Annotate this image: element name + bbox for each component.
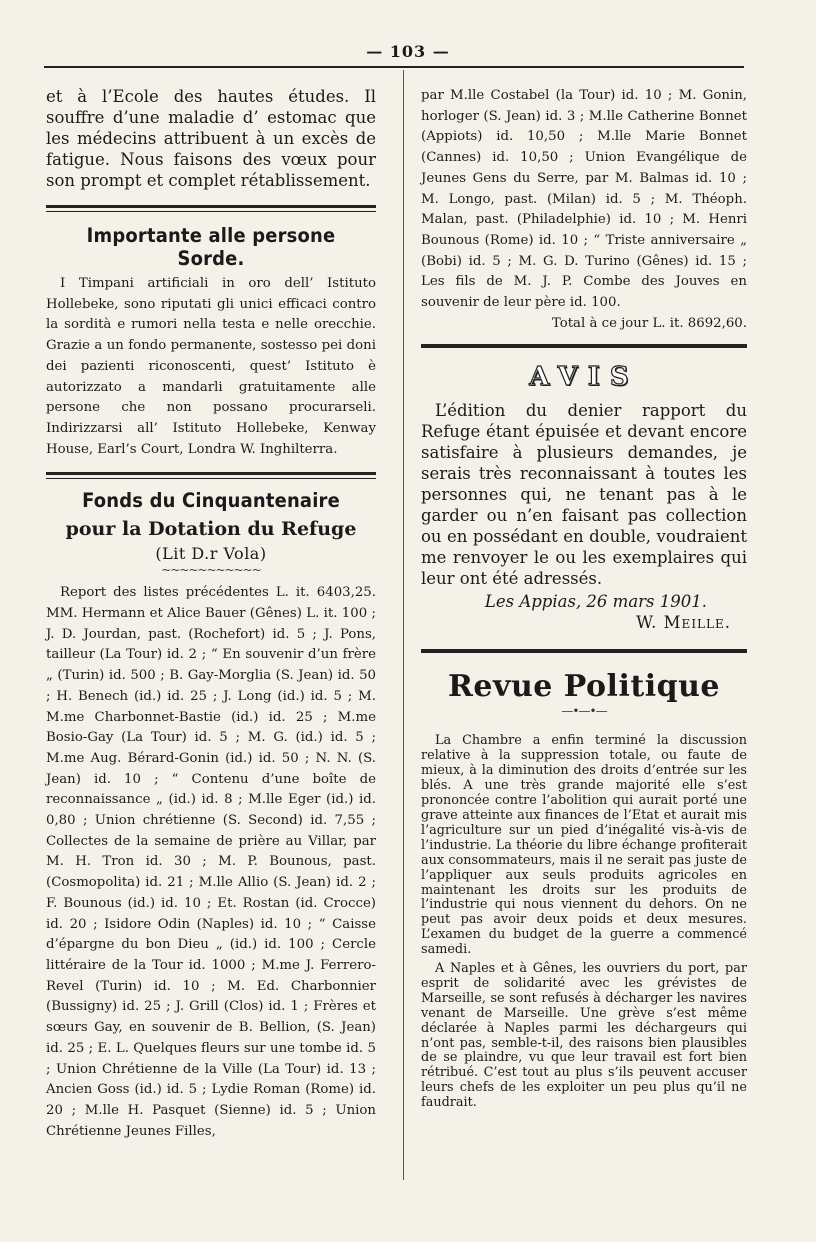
fund-title-line-2: pour la Dotation du Refuge [65, 518, 357, 541]
revue-paragraph-2: A Naples et à Gênes, les ouvriers du port, par esprit de solidarité avec les grévistes de Marseille, se sont refusés à décharger les navires venant de Marseille. Une grève s’est même déclarée à Naples parmi les déchargeurs qui n’ont pas, semble-t-il, des raisons bien plausibles de se plaindre, vu que leur travail est fort bien rétribué. C’est tout au plus s’ils peuvent accuser leurs chefs de les exploiter un peu plus qu’il ne faudrait. [421, 961, 747, 1111]
intro-paragraph: et à l’Ecole des hautes études. Il souffre d’une maladie d’ estomac que les médecins attribuent à un excès de fatigue. Nous faisons des vœux pour son prompt et complet rétablissement. [46, 87, 376, 190]
left-column [46, 86, 376, 1142]
right-column [421, 86, 747, 1111]
revue-title: Revue Politique [448, 669, 720, 705]
fund-title-line-1: Fonds du Cinquantenaire [82, 489, 340, 513]
page-number: — 103 — [366, 42, 450, 61]
ad-body: I Timpani artificiali in oro dell’ Istituto Hollebeke, sono riputati gli unici efficaci contro la sordità e rumori nella testa e nelle orecchie. Grazie a un fondo permanente, sostesso pei doni dei pazienti riconoscenti, quest’ Istituto è autorizzato a mandarli gratuitamente alle persone che non possano procurarseli. Indirizzarsi all’ Istituto Hollebeke, Kenway House, Earl’s Court, Londra W. Inghilterra. [46, 276, 376, 457]
fund-total: Total à ce jour L. it. 8692,60. [551, 315, 747, 331]
column-divider [403, 70, 404, 1180]
fund-list-continued: par M.lle Costabel (la Tour) id. 10 ; M. Gonin, horloger (S. Jean) id. 3 ; M.lle Catherine Bonnet (Appiots) id. 10,50 ; M.lle Marie Bonnet (Cannes) id. 10,50 ; Union Evangélique de Jeunes Gens du Serre, par M. Balmas id. 10 ; M. Longo, past. (Milan) id. 5 ; M. Théoph. Malan, past. (Philadelphie) id. 10 ; M. Henri Bounous (Rome) id. 10 ; “ Triste anniversaire „ (Bobi) id. 5 ; M. G. D. Turino (Gênes) id. 15 ; Les fils de M. J. P. Combe des Jouves en souvenir de leur père id. 100. [421, 88, 747, 311]
ad-title: Importante alle persone Sorde. [86, 224, 336, 270]
avis-signature: W. Meille. [636, 613, 731, 633]
fund-subtitle: (Lit D.r Vola) [155, 544, 267, 564]
ornament: ~~~~~~~~~~~ [161, 563, 261, 578]
revue-paragraph-1: La Chambre a enfin terminé la discussion relative à la suppression totale, ou faute de mieux, à la diminution des droits d’entrée sur les blés. A une très grande majorité elle s’est prononcée contre l’abolition qui aurait porté une grave atteinte aux finances de l’Etat et aurait mis l’agriculture sur un pied d’inégalité vis-à-vis de l’industrie. La théorie du libre échange profiterait aux consommateurs, mais il ne serait pas juste de l’appliquer aux seuls produits agricoles en maintenant les droits sur les produits de l’industrie qui nous viennent du dehors. On ne peut pas avoir deux poids et deux mesures. L’examen du budget de la guerre a commencé samedi. [421, 733, 747, 958]
section-rule [46, 472, 376, 479]
fund-list-body: Report des listes précédentes L. it. 6403,25. MM. Hermann et Alice Bauer (Gênes) L. it. 100 ; J. D. Jourdan, past. (Rochefort) id. 5 ; J. Pons, tailleur (La Tour) id. 2 ; “ En souvenir d’un frère „ (Turin) id. 500 ; B. Gay-Morglia (S. Jean) id. 50 ; H. Benech (id.) id. 25 ; J. Long (id.) id. 5 ; M. M.me Charbonnet-Bastie (id.) id. 25 ; M.me Bosio-Gay (La Tour) id. 5 ; M. G. (id.) id. 5 ; M.me Aug. Bérard-Gonin (id.) id. 50 ; N. N. (S. Jean) id. 10 ; “ Contenu d’une boîte de reconnaissance „ (id.) id. 8 ; M.lle Eger (id.) id. 0,80 ; Union chrétienne (S. Second) id. 7,55 ; Collectes de la semaine de prière au Villar, par M. H. Tron id. 30 ; M. P. Bounous, past. (Cosmopolita) id. 21 ; M.lle Allio (S. Jean) id. 2 ; F. Bounous (id.) id. 10 ; Et. Rostan (id. Crocce) id. 20 ; Isidore Odin (Naples) id. 10 ; “ Caisse d’épargne du bon Dieu „ (id.) id. 100 ; Cercle littéraire de la Tour id. 1000 ; M.me J. Ferrero-Revel (Turin) id. 10 ; M. Ed. Charbonnier (Bussigny) id. 25 ; J. Grill (Clos) id. 1 ; Frères et sœurs Gay, en souvenir de B. Bellion, (S. Jean) id. 25 ; E. L. Quelques fleurs sur une tombe id. 5 ; Union Chrétienne de la Ville (La Tour) id. 13 ; Ancien Goss (id.) id. 5 ; Lydie Roman (Rome) id. 20 ; M.lle H. Pasquet (Sienne) id. 5 ; Union Chrétienne Jeunes Filles, [46, 585, 376, 1139]
avis-place-date: Les Appias, 26 mars 1901. [484, 592, 707, 612]
avis-title: AVIS [529, 362, 639, 393]
section-rule [46, 205, 376, 212]
revue-ornament: —•—•— [561, 704, 607, 719]
avis-body: L’édition du denier rapport du Refuge étant épuisée et devant encore satisfaire à plusieurs demandes, je serais très reconnaissant à toutes les personnes qui, ne tenant pas à le garder ou n’en faisant pas collection ou en possédant en double, voudraient me renvoyer le ou les exemplaires qui leur ont été adressés. [421, 401, 747, 589]
header-rule [44, 66, 744, 68]
